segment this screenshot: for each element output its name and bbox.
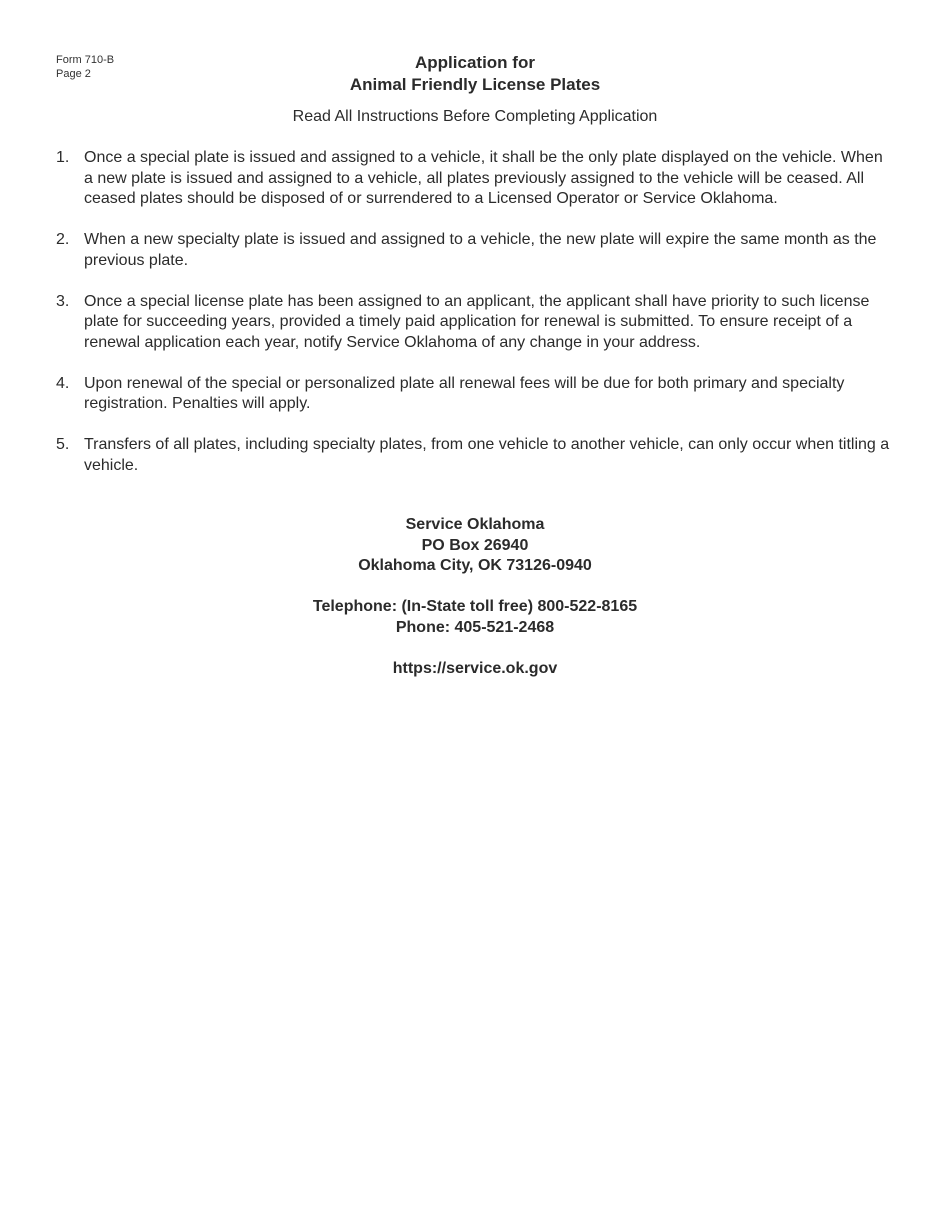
instruction-text: Transfers of all plates, including specialty plates, from one vehicle to another vehicle, can only occur when titling a vehicle. [84,436,890,474]
title-line-1: Application for [415,53,535,72]
instruction-text: When a new specialty plate is issued and assigned to a vehicle, the new plate will expire the same month as the previous plate. [84,231,877,269]
page-title [0,52,950,96]
page-subtitle: Read All Instructions Before Completing Application [292,108,658,125]
contact-website-link[interactable]: https://service.ok.gov [392,659,558,677]
instruction-item [56,148,896,210]
contact-spacer [0,638,950,659]
contact-po-box: PO Box 26940 [421,536,529,554]
contact-block [0,515,950,679]
contact-phone: Phone: 405-521-2468 [395,618,555,636]
instruction-item [56,374,896,415]
contact-organization: Service Oklahoma [405,516,545,533]
contact-city-state-zip: Oklahoma City, OK 73126-0940 [358,557,592,574]
title-line-2: Animal Friendly License Plates [349,75,601,94]
instruction-number: 4. [56,374,70,392]
instruction-number: 3. [56,292,70,310]
instruction-text: Upon renewal of the special or personalized plate all renewal fees will be due for both primary and specialty registration. Penalties will apply. [84,374,845,412]
instruction-item [56,230,896,271]
instruction-number: 5. [56,436,70,453]
instruction-number: 2. [56,231,70,248]
instruction-item [56,435,896,476]
page-number: Page 2 [56,68,91,80]
contact-telephone: Telephone: (In-State toll free) 800-522-8165 [312,598,638,615]
instruction-text: Once a special license plate has been assigned to an applicant, the applicant shall have priority to such license plate for succeeding years, provided a timely paid application for renewal is submitted. To ensure receipt of a renewal application each year, notify Service Oklahoma of any change in your address. [84,292,870,351]
form-number: Form 710-B [56,54,115,66]
instruction-text: Once a special plate is issued and assigned to a vehicle, it shall be the only plate displayed on the vehicle. When a new plate is issued and assigned to a vehicle, all plates previously assigned to the vehicle will be ceased. All ceased plates should be disposed of or surrendered to a Licensed Operator or Service Oklahoma. [84,149,883,207]
instruction-number: 1. [56,149,70,166]
instruction-item [56,292,896,354]
contact-spacer [0,577,950,598]
instructions-list [56,148,896,497]
